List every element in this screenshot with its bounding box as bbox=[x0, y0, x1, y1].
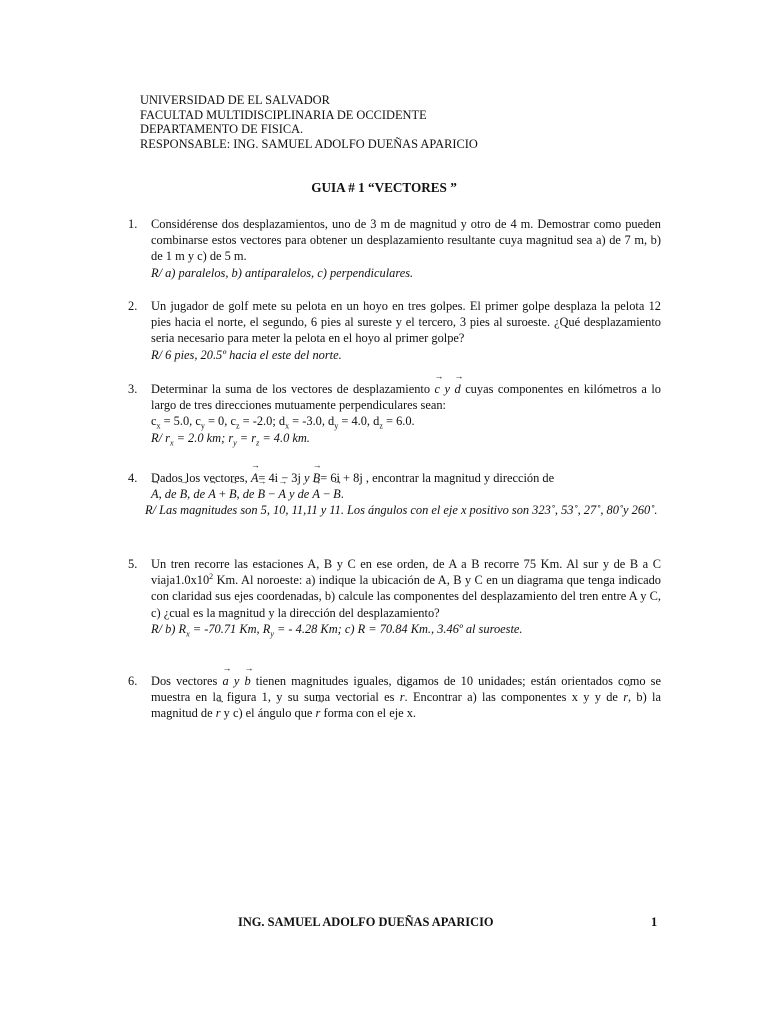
vector-r: → r bbox=[216, 705, 221, 721]
problem-number: 3. bbox=[128, 382, 138, 396]
vector-expressions: → A, de → B, de → A + → B, de → B − → A y de → A − → B. bbox=[151, 487, 344, 501]
vector-components: $c_x = 5.0$, $c_y = 0$, $c_z = -2.0$; $d_x = -3.0$, $d_y = 4.0$, $d_z = 6.0$. bbox=[151, 414, 415, 431]
problem-2 bbox=[128, 298, 661, 363]
page-title: GUIA # 1 “VECTORES ” bbox=[311, 180, 457, 195]
vector-c: → c bbox=[435, 381, 441, 397]
problem-1 bbox=[128, 216, 661, 281]
problem-text: , encontrar la magnitud y dirección de bbox=[365, 471, 555, 485]
problem-text: . Encontrar a) las componentes x y y de bbox=[404, 690, 618, 705]
problem-text: Un jugador de golf mete su pelota en un hoyo en tres golpes. El primer golpe desplaza la pelota 12 pies hacia el norte, el segundo, 6 pies al sureste y el tercero, 3 pies al suroeste. ¿Qué desplazamiento seria necesario para meter la pelota en el hoyo al primer golpe? bbox=[151, 299, 661, 346]
problem-text: Determinar la suma de los vectores de desplazamiento bbox=[151, 382, 431, 396]
problem-text: forma con el eje x. bbox=[323, 706, 417, 721]
problem-text: cuyas componentes en kilómetros a lo largo de tres direcciones mutuamente perpendiculares sean: bbox=[151, 382, 661, 413]
problem-answer: R/ $r_x = 2.0$ km; $r_y = r_z = 4.0$ km. bbox=[151, 430, 310, 448]
problem-text: tienen magnitudes iguales, digamos de 10 unidades; están orientados como se muestra en la figura 1, y su suma vectorial es bbox=[151, 674, 662, 705]
problem-text: , b) la magnitud de bbox=[151, 690, 661, 721]
page-number: 1 bbox=[651, 915, 658, 929]
problem-text: Dados los vectores, bbox=[151, 471, 248, 485]
vector-r: → r bbox=[316, 705, 321, 721]
vector-b: → b bbox=[244, 673, 250, 689]
problem-answer: R/ a) paralelos, b) antiparalelos, c) perpendiculares. bbox=[151, 265, 414, 280]
responsible-line: RESPONSABLE: ING. SAMUEL ADOLFO DUEÑAS APARICIO bbox=[140, 136, 478, 151]
problem-number: 6. bbox=[128, 674, 138, 688]
problem-answer: R/ Las magnitudes son 5, 10, 11,11 y 11. Los ángulos con el eje x positivo son 323˚, 53˚, 27˚, 80˚y 260˚. bbox=[145, 503, 658, 518]
problem-number: 2. bbox=[128, 299, 138, 313]
problem-5 bbox=[128, 556, 661, 639]
problem-4: 4. Dados los vectores, → A= 4i − 3j y → B= 6i + 8j , encontrar la magnitud y dirección de → A, de → B, de → A + → B, de → B − → A y de → A − → B. R/ Las magnitudes son 5, 10, 11,11 y 11. Los ángulos con el eje x positivo son 323˚, 53˚, 27˚, 80˚y 260˚. bbox=[151, 470, 661, 519]
equation-B: = 6i + 8j bbox=[320, 471, 363, 485]
department-name: DEPARTAMENTO DE FISICA. bbox=[140, 122, 304, 137]
problem-number: 5. bbox=[128, 557, 138, 571]
problem-text: y c) el ángulo que bbox=[223, 706, 313, 721]
vector-d: → d bbox=[455, 381, 461, 397]
problem-6: 6. Dos vectores → a y → b tienen magnitudes iguales, digamos de 10 unidades; están orientados como se muestra en la figura 1, y su suma vectorial es → r. Encontrar a) las componentes x y y de → r, b) la magnitud de → r y c) el ángulo que → r forma con el eje x. bbox=[151, 673, 661, 722]
faculty-name: FACULTAD MULTIDISCIPLINARIA DE OCCIDENTE bbox=[140, 107, 427, 122]
vector-A: → A bbox=[251, 470, 259, 486]
problem-number: 1. bbox=[128, 217, 138, 231]
problem-text: Dos vectores bbox=[151, 674, 218, 688]
problem-number: 4. bbox=[128, 471, 138, 485]
problem-answer: R/ b) $R_x = -70.71$ Km, $R_y$ = - 4.28 Km; c) R = 70.84 Km., 3.46º al suroeste. bbox=[151, 621, 523, 639]
vector-a: → a bbox=[223, 673, 229, 689]
connector-y: y bbox=[444, 382, 451, 396]
equation-A: = 4i − 3j bbox=[258, 471, 301, 485]
problem-text: Considérense dos desplazamientos, uno de 3 m de magnitud y otro de 4 m. Demostrar como pueden combinarse estos vectores para obtener un desplazamiento resultante cuya magnitud sea a) de 7 m, b) de 1 m y c) de 5 m. bbox=[151, 217, 661, 264]
problem-3 bbox=[128, 381, 661, 448]
vector-B: → B bbox=[313, 470, 321, 486]
document-header bbox=[140, 93, 478, 151]
problem-text: Un tren recorre las estaciones A, B y C en ese orden, de A a B recorre 75 Km. Al sur y de B a C $viaja1.0x10^2$ Km. Al noroeste: a) indique la ubicación de A, B y C en un diagrama que tenga indicado con claridad sus ejes coordenadas, b) calcule las componentes del desplazamiento del tren entre A y C, c) ¿cual es la magnitud y la dirección del desplazamiento? bbox=[151, 557, 661, 620]
university-name: UNIVERSIDAD DE EL SALVADOR bbox=[140, 93, 330, 107]
vector-r: → r bbox=[623, 689, 628, 705]
footer-author: ING. SAMUEL ADOLFO DUEÑAS APARICIO bbox=[238, 915, 494, 929]
vector-r: → r bbox=[400, 689, 405, 705]
problem-answer: R/ 6 pies, 20.5º hacia el este del norte. bbox=[151, 347, 342, 362]
